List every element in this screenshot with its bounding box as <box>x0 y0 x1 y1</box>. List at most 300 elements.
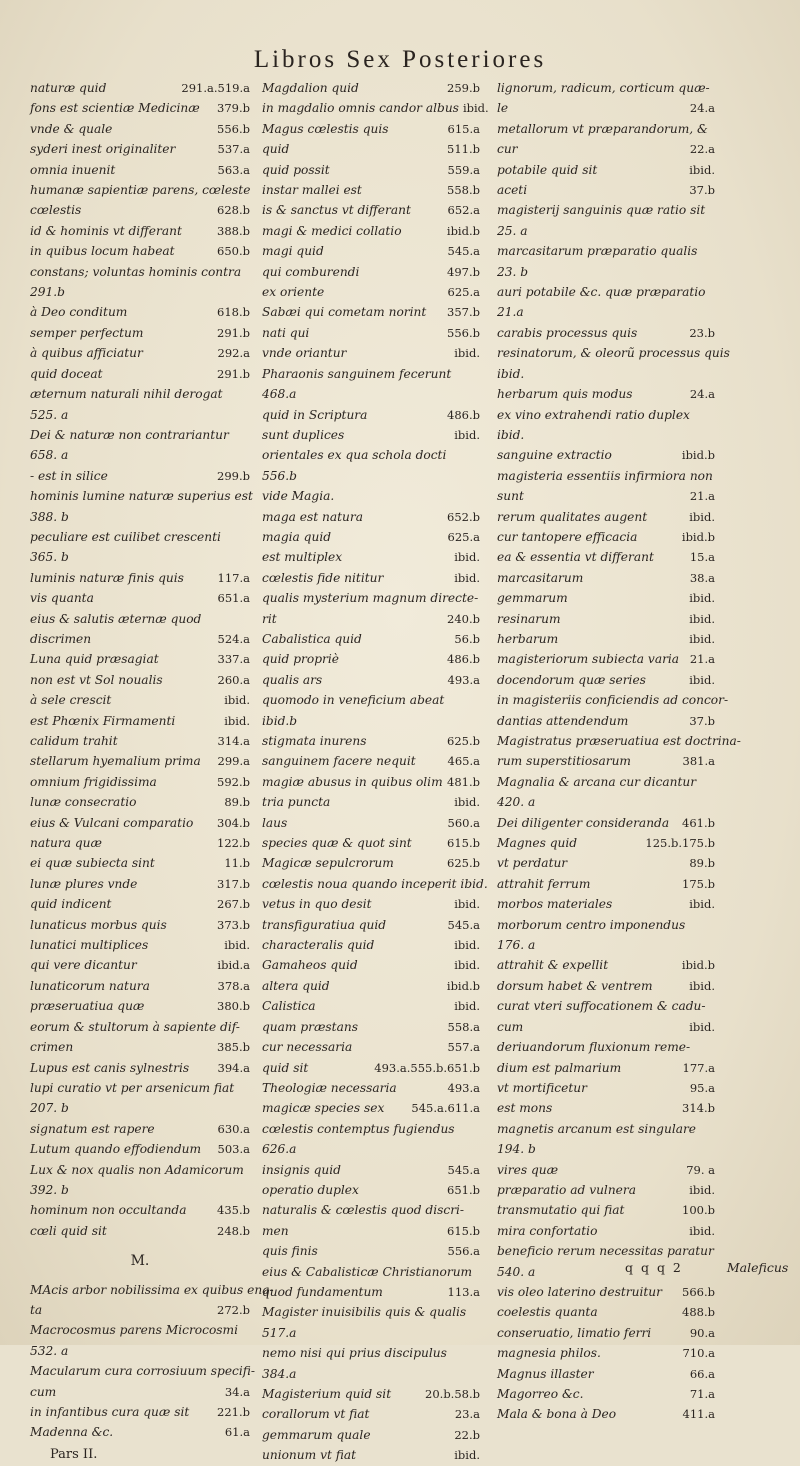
entry-text: naturæ quid <box>30 81 107 95</box>
entry-text: Luna quid præsagiat <box>30 652 159 667</box>
index-entry <box>497 833 715 853</box>
entry-page-ref: 615.b <box>447 836 480 851</box>
entry-page-ref: 615.a <box>447 121 480 136</box>
index-entry <box>262 1017 480 1037</box>
entry-text: Magus cœlestis quis <box>262 121 389 136</box>
index-entry <box>262 1058 480 1078</box>
index-entry <box>497 180 715 200</box>
entry-text: Magnes quid <box>497 836 578 851</box>
entry-text: magi quid <box>262 244 324 259</box>
entry-page-ref: 618.b <box>217 305 250 320</box>
entry-page-ref: 524.a <box>217 631 250 646</box>
index-entry <box>30 1139 250 1159</box>
index-entry <box>262 670 480 690</box>
entry-text: in magdalio omnis candor albus <box>262 101 459 116</box>
index-entry <box>497 588 715 608</box>
entry-page-ref: ibid. <box>689 591 715 606</box>
entry-text: ibid. <box>497 427 525 442</box>
entry-page-ref: 21.a <box>689 489 715 504</box>
entry-page-ref: 435.b <box>217 1203 250 1218</box>
index-entry <box>30 1221 250 1241</box>
entry-text: magiæ abusus in quibus olim <box>262 774 443 789</box>
index-entry <box>497 1404 715 1424</box>
entry-text: quid doceat <box>30 366 103 381</box>
entry-page-ref: ibid. <box>454 938 480 953</box>
index-entry <box>497 772 715 792</box>
entry-text: insignis quid <box>262 1162 341 1177</box>
entry-page-ref: 299.b <box>217 468 250 483</box>
entry-text: qui comburendi <box>262 264 360 279</box>
index-entry <box>262 527 480 547</box>
section-letter: M. <box>130 1253 150 1270</box>
index-entry <box>30 384 250 404</box>
entry-page-ref: ibid. <box>454 999 480 1014</box>
entry-text: 384.a <box>262 1366 297 1381</box>
entry-text: Magorreo &c. <box>497 1387 584 1401</box>
entry-text: Lux & nox qualis non Adamicorum <box>30 1162 244 1177</box>
entry-page-ref: 537.a <box>217 142 250 157</box>
entry-text: beneficio rerum necessitas paratur <box>497 1244 714 1259</box>
entry-text: morborum centro imponendus <box>497 917 686 932</box>
entry-page-ref: 24.a <box>689 387 715 402</box>
entry-page-ref: 23.b <box>689 325 715 340</box>
index-entry <box>497 874 715 894</box>
entry-text: constans; voluntas hominis contra <box>30 264 242 279</box>
index-entry <box>497 853 715 873</box>
index-entry <box>497 1221 715 1241</box>
entry-page-ref: 461.b <box>682 815 715 830</box>
entry-text: vis quanta <box>30 591 94 606</box>
entry-text: 517.a <box>262 1325 297 1340</box>
entry-text: 392. b <box>30 1182 69 1197</box>
index-entry <box>497 1384 715 1404</box>
entry-text: 388. b <box>30 509 69 524</box>
entry-page-ref: 117.a <box>217 570 250 585</box>
index-entry <box>262 1384 480 1404</box>
index-entry <box>262 547 480 567</box>
entry-page-ref: 486.b <box>447 407 480 422</box>
entry-text: 626.a <box>262 1142 297 1157</box>
index-entry <box>30 1160 250 1180</box>
index-entry <box>262 1302 480 1322</box>
entry-text: morbos materiales <box>497 897 613 912</box>
entry-text: lunaticus morbus quis <box>30 917 167 932</box>
index-entry <box>30 180 250 200</box>
index-entry <box>497 507 715 527</box>
index-entry <box>262 731 480 751</box>
index-entry <box>262 1139 480 1159</box>
index-entry <box>497 1323 715 1343</box>
index-entry <box>497 527 715 547</box>
entry-page-ref: 557.a <box>447 1040 480 1055</box>
entry-page-ref: 38.a <box>689 570 715 585</box>
entry-page-ref: 388.b <box>217 223 250 238</box>
entry-text: Magdalion quid <box>262 81 359 95</box>
entry-text: Calistica <box>262 999 316 1014</box>
entry-text: coelestis quanta <box>497 1305 598 1320</box>
index-entry <box>262 1364 480 1384</box>
index-entry <box>30 1402 250 1422</box>
entry-text: Magicæ sepulcrorum <box>262 856 394 871</box>
entry-text: præseruatiua quæ <box>30 999 145 1014</box>
index-entry <box>262 833 480 853</box>
entry-page-ref: ibid. <box>689 611 715 626</box>
entry-text: Magnalia & arcana cur dicantur <box>497 774 697 789</box>
index-entry <box>30 486 253 506</box>
entry-text: Magister inuisibilis quis & qualis <box>262 1305 467 1320</box>
entry-page-ref: ibid.b <box>681 529 715 544</box>
index-entry <box>497 670 715 690</box>
index-entry <box>262 1404 480 1424</box>
entry-text: corallorum vt fiat <box>262 1407 370 1422</box>
index-entry <box>30 629 250 649</box>
index-entry <box>262 690 480 710</box>
entry-text: herbarum quis modus <box>497 387 633 402</box>
entry-text: Magisterium quid sit <box>262 1387 392 1401</box>
entry-page-ref: 556.b <box>447 325 480 340</box>
entry-page-ref: 556.a <box>447 1244 480 1259</box>
entry-page-ref: 337.a <box>217 652 250 667</box>
entry-text: maga est natura <box>262 509 363 524</box>
index-entry <box>497 1200 715 1220</box>
entry-text: 291.b <box>30 285 65 300</box>
entry-text: 23. b <box>497 264 529 279</box>
entry-text: mira confortatio <box>497 1223 598 1238</box>
index-entry <box>262 200 480 220</box>
entry-page-ref: ibid. <box>224 713 250 728</box>
entry-page-ref: 373.b <box>217 917 250 932</box>
entry-text: auri potabile &c. quæ præparatio <box>497 285 706 300</box>
entry-page-ref: 628.b <box>217 203 250 218</box>
entry-page-ref: 511.b <box>447 142 480 157</box>
index-entry <box>262 1282 480 1302</box>
entry-text: à quibus afficiatur <box>30 346 143 361</box>
entry-text: rum superstitiosarum <box>497 754 631 769</box>
entry-text: Sabæi qui cometam norint <box>262 305 427 320</box>
index-entry <box>497 98 715 118</box>
entry-page-ref: 15.a <box>689 550 715 565</box>
index-entry <box>30 1180 250 1200</box>
entry-page-ref: 651.a <box>217 591 250 606</box>
index-entry <box>30 200 250 220</box>
entry-text: gemmarum <box>497 591 568 606</box>
index-entry <box>497 1119 715 1139</box>
entry-page-ref: 24.a <box>689 101 715 116</box>
index-entry <box>497 711 715 731</box>
entry-page-ref: 559.a <box>447 162 480 177</box>
entry-page-ref: 615.b <box>447 1223 480 1238</box>
entry-text: id & hominis vt differant <box>30 223 182 238</box>
index-entry <box>497 568 715 588</box>
entry-page-ref: 37.b <box>689 183 715 198</box>
entry-text: syderi inest originaliter <box>30 142 176 157</box>
entry-page-ref: 259.b <box>447 81 480 95</box>
index-entry <box>30 1361 256 1381</box>
entry-text: aceti <box>497 183 528 198</box>
index-entry <box>30 241 250 261</box>
index-entry <box>497 364 715 384</box>
index-entry <box>30 405 250 425</box>
index-entry <box>262 180 480 200</box>
entry-text: lunatici multiplices <box>30 938 149 953</box>
index-entry <box>30 425 250 445</box>
index-entry <box>497 200 715 220</box>
entry-page-ref: 21.a <box>689 652 715 667</box>
entry-page-ref: 563.a <box>217 162 250 177</box>
index-entry <box>497 996 715 1016</box>
entry-page-ref: ibid. <box>454 897 480 912</box>
entry-page-ref: ibid. <box>454 570 480 585</box>
index-entry <box>497 78 715 98</box>
index-entry <box>497 792 715 812</box>
index-entry <box>30 1078 250 1098</box>
entry-page-ref: 558.b <box>447 183 480 198</box>
entry-text: vide Magia. <box>262 489 335 504</box>
index-entry <box>262 1221 480 1241</box>
index-entry <box>262 466 480 486</box>
entry-text: æternum naturali nihil derogat <box>30 387 223 402</box>
entry-text: carabis processus quis <box>497 325 638 340</box>
entry-text: Pharaonis sanguinem fecerunt <box>262 366 452 381</box>
entry-text: attrahit ferrum <box>497 876 591 891</box>
index-entry <box>30 1382 250 1402</box>
index-entry <box>30 976 250 996</box>
index-entry <box>497 690 729 710</box>
entry-text: fons est scientiæ Medicinæ <box>30 101 200 116</box>
index-entry <box>497 1180 715 1200</box>
entry-page-ref: ibid.b <box>681 958 715 973</box>
entry-page-ref: 23.a <box>454 1407 480 1422</box>
entry-text: 21.a <box>497 305 524 320</box>
entry-text: resinarum <box>497 611 561 626</box>
entry-text: omnia inuenit <box>30 162 116 177</box>
entry-text: tria puncta <box>262 795 331 810</box>
entry-text: potabile quid sit <box>497 162 598 177</box>
entry-text: magisterij sanguinis quæ ratio sit <box>497 203 706 218</box>
index-entry <box>262 1160 480 1180</box>
entry-text: MAcis arbor nobilissima ex quibus ena- <box>30 1282 274 1297</box>
entry-page-ref: ibid.b <box>446 223 480 238</box>
index-entry <box>262 302 480 322</box>
index-entry <box>262 384 480 404</box>
index-entry <box>497 1139 715 1159</box>
index-entry <box>30 1300 250 1320</box>
entry-text: rit <box>262 611 277 626</box>
entry-text: 556.b <box>262 468 297 483</box>
entry-text: Macrocosmus parens Microcosmi <box>30 1323 239 1338</box>
index-entry <box>30 813 250 833</box>
entry-text: naturalis & cœlestis quod discri- <box>262 1203 465 1218</box>
entry-text: natura quæ <box>30 836 102 851</box>
entry-text: ex vino extrahendi ratio duplex <box>497 407 690 422</box>
entry-page-ref: 493.a <box>447 1080 480 1095</box>
index-entry <box>262 241 480 261</box>
entry-text: cum <box>30 1384 57 1399</box>
index-entry <box>30 1200 250 1220</box>
entry-text: nemo nisi qui prius discipulus <box>262 1346 447 1361</box>
index-entry <box>262 323 480 343</box>
entry-text: quid <box>262 142 290 157</box>
entry-text: Lupus est canis sylnestris <box>30 1060 190 1075</box>
entry-page-ref: 34.a <box>224 1384 250 1399</box>
entry-text: Magistratus præseruatiua est doctrina- <box>497 734 741 748</box>
index-entry <box>262 160 480 180</box>
index-entry <box>497 547 715 567</box>
entry-text: sanguine extractio <box>497 448 612 463</box>
index-entry <box>30 955 250 975</box>
entry-page-ref: 556.b <box>217 121 250 136</box>
entry-text: lunaticorum natura <box>30 978 150 993</box>
entry-text: præparatio ad vulnera <box>497 1182 636 1197</box>
index-entry <box>497 894 715 914</box>
entry-page-ref: 299.a <box>217 754 250 769</box>
entry-page-ref: 71.a <box>689 1387 715 1401</box>
entry-text: est mons <box>497 1101 553 1116</box>
entry-text: Gamaheos quid <box>262 958 358 973</box>
index-entry <box>497 282 715 302</box>
index-entry <box>30 119 250 139</box>
entry-text: nati qui <box>262 325 310 340</box>
index-entry <box>30 649 250 669</box>
entry-text: qui vere dicantur <box>30 958 137 973</box>
index-entry <box>262 568 480 588</box>
index-entry <box>30 527 250 547</box>
entry-page-ref: 113.a <box>447 1284 480 1299</box>
entry-page-ref: 291.b <box>217 325 250 340</box>
index-entry <box>30 547 250 567</box>
entry-text: 365. b <box>30 550 69 565</box>
entry-text: eius & Vulcani comparatio <box>30 815 194 830</box>
entry-page-ref: 11.b <box>224 856 250 871</box>
entry-text: 658. a <box>30 448 69 463</box>
index-entry <box>30 1119 250 1139</box>
index-entry <box>497 976 715 996</box>
entry-page-ref: 291.a.519.a <box>181 81 250 95</box>
entry-text: Madenna &c. <box>30 1425 114 1440</box>
catchword: Maleficus <box>726 1260 789 1275</box>
entry-text: unionum vt fiat <box>262 1448 357 1463</box>
index-entry <box>497 609 715 629</box>
entry-text: vis oleo laterino destruitur <box>497 1284 662 1299</box>
index-entry <box>30 609 250 629</box>
index-entry <box>497 1343 715 1363</box>
index-entry <box>30 1037 250 1057</box>
entry-page-ref: 22.b <box>454 1427 480 1442</box>
index-entry <box>497 1037 715 1057</box>
entry-text: semper perfectum <box>30 325 144 340</box>
index-entry <box>30 731 250 751</box>
entry-text: operatio duplex <box>262 1182 359 1197</box>
entry-text: cur <box>497 142 518 157</box>
entry-page-ref: 221.b <box>217 1405 250 1419</box>
entry-text: lunæ plures vnde <box>30 876 138 891</box>
entry-page-ref: 61.a <box>224 1425 250 1440</box>
entry-text: rerum qualitates augent <box>497 509 648 524</box>
entry-page-ref: 630.a <box>217 1121 250 1136</box>
entry-text: sanguinem facere nequit <box>262 754 416 769</box>
entry-page-ref: 240.b <box>447 611 480 626</box>
entry-text: cum <box>497 1019 524 1034</box>
entry-text: dium est palmarium <box>497 1060 622 1075</box>
index-entry <box>262 955 480 975</box>
entry-text: marcasitarum præparatio qualis <box>497 244 698 259</box>
index-entry <box>497 160 715 180</box>
entry-text: le <box>497 101 509 116</box>
index-entry <box>262 405 480 425</box>
running-header: Libros Sex Posteriores <box>253 46 547 73</box>
entry-page-ref: 175.b <box>682 876 715 891</box>
index-entry <box>497 119 715 139</box>
index-entry <box>497 1058 715 1078</box>
index-entry <box>262 425 480 445</box>
signature-footer: Pars II. <box>50 1446 98 1462</box>
entry-text: quis finis <box>262 1244 318 1259</box>
entry-page-ref: ibid. <box>454 550 480 565</box>
entry-text: 176. a <box>497 938 536 953</box>
entry-page-ref: 497.b <box>447 264 480 279</box>
index-entry <box>262 1098 480 1118</box>
entry-text: vnde oriantur <box>262 346 347 361</box>
entry-text: eorum & stultorum à sapiente dif- <box>30 1019 240 1034</box>
index-entry <box>497 445 715 465</box>
entry-text: ex oriente <box>262 285 325 300</box>
entry-text: marcasitarum <box>497 570 584 585</box>
entry-page-ref: 248.b <box>217 1223 250 1238</box>
entry-text: 420. a <box>497 795 536 810</box>
entry-text: characteralis quid <box>262 938 375 953</box>
entry-page-ref: ibid. <box>454 958 480 973</box>
entry-page-ref: 545.a <box>447 1162 480 1177</box>
index-entry <box>30 466 250 486</box>
entry-text: transmutatio qui fiat <box>497 1203 625 1218</box>
index-entry <box>497 262 715 282</box>
entry-text: conseruatio, limatio ferri <box>497 1325 652 1340</box>
entry-text: stellarum hyemalium prima <box>30 754 201 769</box>
index-entry <box>497 1241 715 1261</box>
index-entry <box>30 894 250 914</box>
entry-page-ref: ibid.b <box>681 448 715 463</box>
index-entry <box>262 813 480 833</box>
entry-text: signatum est rapere <box>30 1121 155 1136</box>
entry-page-ref: 122.b <box>217 836 250 851</box>
entry-page-ref: ibid. <box>689 672 715 687</box>
index-entry <box>30 1320 250 1340</box>
entry-text: cœlestis contemptus fugiendus <box>262 1121 455 1136</box>
entry-page-ref: 56.b <box>454 631 480 646</box>
index-entry <box>497 302 715 322</box>
entry-page-ref: 545.a <box>447 917 480 932</box>
index-entry <box>30 874 250 894</box>
index-entry <box>262 588 480 608</box>
entry-text: 540. a <box>497 1264 536 1279</box>
entry-text: est Phœnix Firmamenti <box>30 713 176 728</box>
index-entry <box>497 1017 715 1037</box>
entry-text: ibid. <box>497 366 525 381</box>
entry-page-ref: 314.a <box>217 734 250 748</box>
entry-text: deriuandorum fluxionum reme- <box>497 1040 691 1055</box>
entry-page-ref: 545.a.611.a <box>411 1101 480 1116</box>
entry-page-ref: 465.a <box>447 754 480 769</box>
index-entry <box>497 1160 715 1180</box>
index-entry <box>30 139 250 159</box>
entry-page-ref: 90.a <box>689 1325 715 1340</box>
index-entry <box>262 343 480 363</box>
entry-page-ref: 89.b <box>689 856 715 871</box>
entry-page-ref: 652.b <box>447 509 480 524</box>
entry-text: resinatorum, & oleorũ processus quis <box>497 346 730 361</box>
entry-text: 207. b <box>30 1101 69 1116</box>
entry-page-ref: 650.b <box>217 244 250 259</box>
